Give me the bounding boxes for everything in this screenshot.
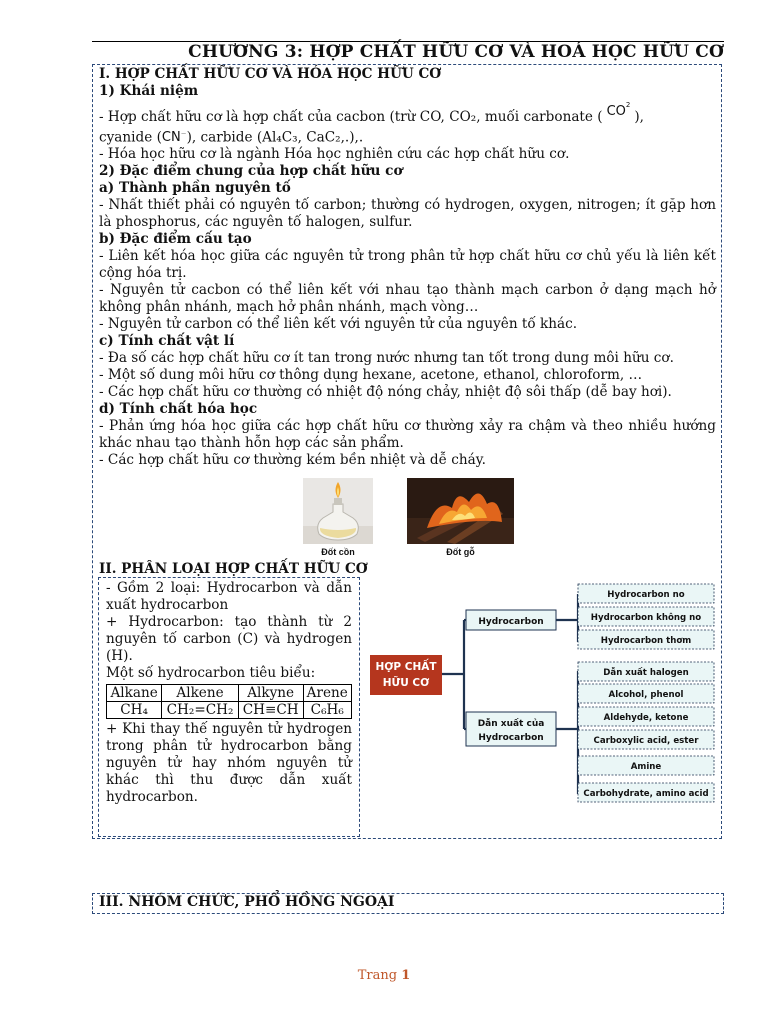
cyanide-formula [162,130,187,145]
page-footer [0,968,768,983]
text-c3: - Các hợp chất hữu cơ thường có nhiệt độ nóng chảy, nhiệt độ sôi thấp (dễ bay hơi). [99,384,672,401]
section3-heading: III. NHÓM CHỨC, PHỔ HỒNG NGOẠI [99,894,395,910]
caption-alcohol: Đốt cồn [321,547,355,557]
table-header-cell: Alkene [162,685,239,702]
derivative-types [578,662,714,802]
table-cell: CH≡CH [238,702,303,719]
branch-hydrocarbon-label: Hydrocarbon [478,617,544,627]
derivative-type-2-label: Aldehyde, ketone [603,713,689,723]
derivative-definition: + Khi thay thế nguyên tử hydrogen trong phân tử hydrocarbon bằng nguyên tử hay nhóm nguyên tử khác thì thu được dẫn xuất hydrocarbon. [106,721,352,805]
definition-text: - Hợp chất hữu cơ là hợp chất của cacbon (trừ CO, CO₂, muối carbonate ( [99,109,603,125]
hydrocarbon-examples-label: Một số hydrocarbon tiêu biểu: [106,665,316,681]
caption-wood: Đốt gỗ [446,547,475,557]
section1-heading: I. HỢP CHẤT HỮU CƠ VÀ HÓA HỌC HỮU CƠ [99,66,442,82]
table-cell: C₆H₆ [303,702,352,719]
table-header-cell: Alkyne [238,685,303,702]
definition-1-cont [99,126,716,146]
co3-charge: 2 [625,101,631,109]
section1-content [99,66,716,469]
carbide-text: ), carbide (Al₄C₃, CaC₂,.),. [186,129,364,146]
hydrocarbon-type-1-label: Hydrocarbon không no [590,613,702,623]
definition-1 [99,103,716,126]
subheading-d: d) Tính chất hóa học [99,401,258,418]
hydrocarbon-definition: + Hydrocarbon: tạo thành từ 2 nguyên tố carbon (C) và hydrogen (H). [106,614,352,664]
cn-charge: − [180,130,187,138]
page-label: Trang [357,968,398,983]
table-header-cell: Alkane [107,685,162,702]
section2-heading: II. PHÂN LOẠI HỢP CHẤT HỮU CƠ [99,561,368,577]
page-number: 1 [401,968,411,983]
text-c2: - Một số dung môi hữu cơ thông dụng hexane, acetone, ethanol, chloroform, … [99,367,643,384]
definition-2: - Hóa học hữu cơ là ngành Hóa học nghiên cứu các hợp chất hữu cơ. [99,146,570,163]
cyanide-label: cyanide ( [99,129,162,146]
section2-text [106,580,352,806]
subheading-c: c) Tính chất vật lí [99,333,235,350]
text-b1: - Liên kết hóa học giữa các nguyên tử trong phân tử hợp chất hữu cơ chủ yếu là liên kết cộng hóa trị. [99,248,716,282]
classification-intro: - Gồm 2 loại: Hydrocarbon và dẫn xuất hydrocarbon [106,580,352,613]
alcohol-lamp-photo [303,478,373,544]
derivative-type-5-label: Carbohydrate, amino acid [583,789,709,799]
text-d2: - Các hợp chất hữu cơ thường kém bền nhiệt và dễ cháy. [99,452,486,469]
derivative-type-3-label: Carboxylic acid, ester [593,736,699,746]
classification-diagram [362,576,718,804]
subheading-a: a) Thành phần nguyên tố [99,180,291,197]
burning-wood-photo [407,478,514,544]
text-a: - Nhất thiết phải có nguyên tố carbon; thường có hydrogen, oxygen, nitrogen; ít gặp hơn là phosphorus, các nguyên tố halogen, sulfur. [99,197,716,231]
branch-derivative-label-line2: Hydrocarbon [478,733,544,743]
cn-base: CN [161,130,181,146]
derivative-type-1-label: Alcohol, phenol [608,690,684,700]
carbonate-formula [603,97,635,120]
hydrocarbon-type-2-label: Hydrocarbon thơm [600,636,692,646]
text-c1: - Đa số các hợp chất hữu cơ ít tan trong nước nhưng tan tốt trong dung môi hữu cơ. [99,350,674,367]
table-header-cell: Arene [303,685,352,702]
root-label-line1: HỢP CHẤT [375,661,437,673]
root-label-line2: HỮU CƠ [382,677,430,689]
subheading-b: b) Đặc điểm cấu tạo [99,231,252,248]
branch-derivative-label-line1: Dẫn xuất của [477,719,545,729]
text-b3: - Nguyên tử carbon có thể liên kết với nguyên tử của nguyên tố khác. [99,316,578,333]
definition-text-end: ), [634,109,644,125]
text-d1: - Phản ứng hóa học giữa các hợp chất hữu cơ thường xảy ra chậm và theo nhiều hướng khác nhau tạo thành hỗn hợp các sản phẩm. [99,418,716,452]
derivative-type-0-label: Dẫn xuất halogen [603,668,689,678]
hydrocarbon-table [106,684,352,719]
derivative-type-4-label: Amine [630,762,662,772]
table-header-row [107,685,352,702]
hydrocarbon-type-0-label: Hydrocarbon no [607,590,685,600]
co3-base: CO [606,104,626,119]
text-b2: - Nguyên tử cacbon có thể liên kết với nhau tạo thành mạch carbon ở dạng mạch hở không phân nhánh, mạch hở phân nhánh, mạch vòng… [99,282,716,316]
table-row [107,702,352,719]
table-cell: CH₂=CH₂ [162,702,239,719]
subheading-features: 2) Đặc điểm chung của hợp chất hữu cơ [99,163,403,180]
subheading-concept: 1) Khái niệm [99,83,199,99]
hydrocarbon-types [578,584,714,649]
chapter-title: CHƯƠNG 3: HỢP CHẤT HỮU CƠ VÀ HOÁ HỌC HỮU CƠ [188,42,724,62]
table-cell: CH₄ [107,702,162,719]
